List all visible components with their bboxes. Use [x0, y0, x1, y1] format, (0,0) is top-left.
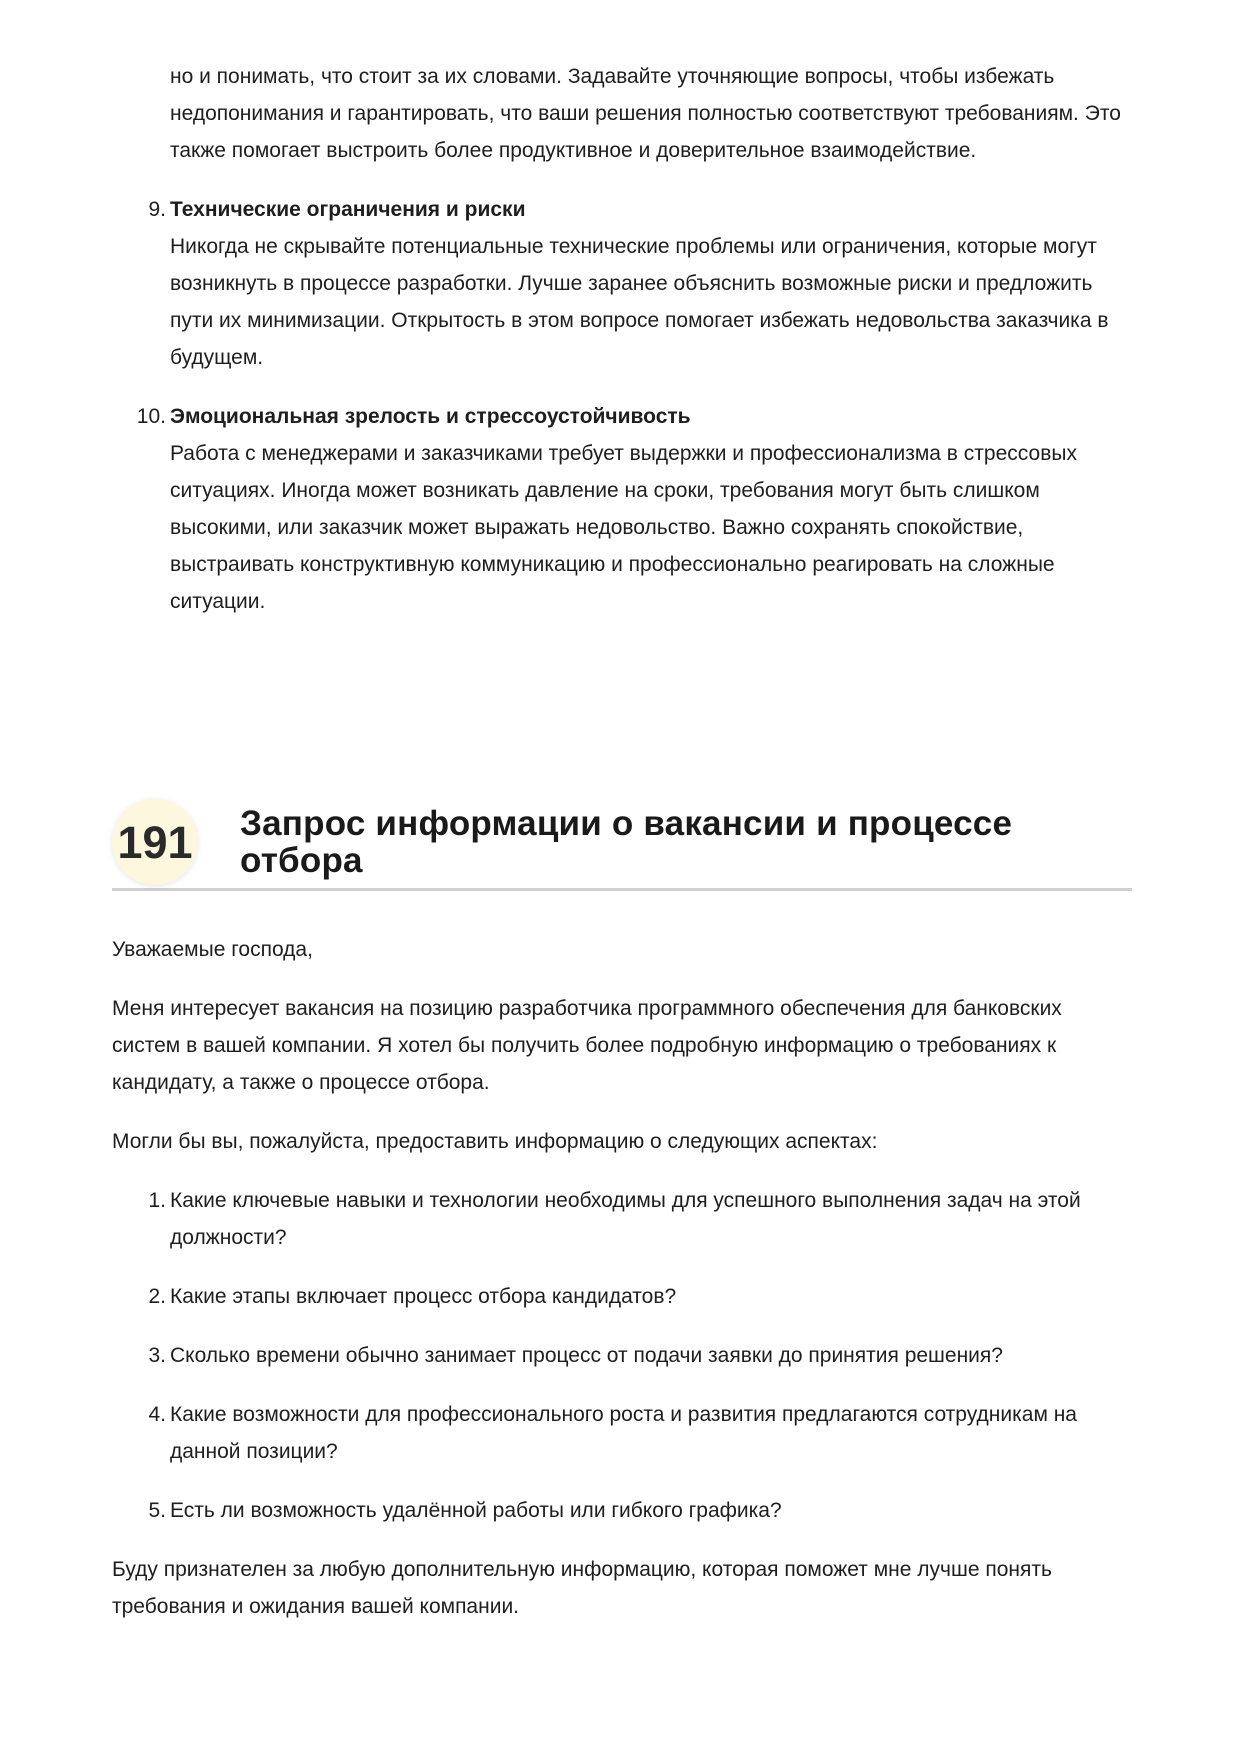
- list-item-number: 2.: [148, 1285, 166, 1308]
- list-item: [112, 1278, 1132, 1315]
- list-item-number: 10.: [136, 405, 166, 428]
- list-item: [112, 1337, 1132, 1374]
- list-item-number: 5.: [148, 1499, 166, 1522]
- list-item: [112, 1182, 1132, 1256]
- list-item-title: Технические ограничения и риски: [170, 198, 526, 221]
- list-item-number: 1.: [148, 1189, 166, 1212]
- list-item-text: Есть ли возможность удалённой работы или гибкого графика?: [170, 1499, 782, 1522]
- letter-intro: Меня интересует вакансия на позицию разработчика программного обеспечения для банковских систем в вашей компании. Я хотел бы получить более подробную информацию о требованиях к кандидату, а также о процессе отбора.: [112, 997, 1062, 1094]
- letter-greeting: Уважаемые господа,: [112, 938, 313, 961]
- section-header: [112, 796, 1132, 891]
- list-item: [112, 1396, 1132, 1470]
- section-number-badge: 191: [112, 799, 198, 885]
- questions-list: [112, 1182, 1132, 1529]
- list-item: [112, 1492, 1132, 1529]
- document-page: [112, 58, 1132, 1625]
- letter-request: Могли бы вы, пожалуйста, предоставить информацию о следующих аспектах:: [112, 1130, 878, 1153]
- list-item-text: Какие этапы включает процесс отбора кандидатов?: [170, 1285, 677, 1308]
- list-item-text: Сколько времени обычно занимает процесс от подачи заявки до принятия решения?: [170, 1344, 1003, 1367]
- letter-closing: Буду признателен за любую дополнительную информацию, которая поможет мне лучше понять требования и ожидания вашей компании.: [112, 1558, 1052, 1618]
- list-item-text: Какие возможности для профессионального роста и развития предлагаются сотрудникам на данной позиции?: [170, 1403, 1077, 1463]
- tips-list: [112, 191, 1132, 620]
- list-item-number: 3.: [148, 1344, 166, 1367]
- list-item-text: Какие ключевые навыки и технологии необходимы для успешного выполнения задач на этой должности?: [170, 1189, 1081, 1249]
- list-item-text: Работа с менеджерами и заказчиками требует выдержки и профессионализма в стрессовых ситуациях. Иногда может возникать давление на сроки, требования могут быть слишком высокими, или заказчик может выражать недовольство. Важно сохранять спокойствие, выстраивать конструктивную коммуникацию и профессионально реагировать на сложные ситуации.: [170, 442, 1077, 613]
- section-title: Запрос информации о вакансии и процессе отбора: [240, 804, 1013, 880]
- continuation-paragraph: но и понимать, что стоит за их словами. Задавайте уточняющие вопросы, чтобы избежать недопонимания и гарантировать, что ваши решения полностью соответствуют требованиям. Это также помогает выстроить более продуктивное и доверительное взаимодействие.: [170, 65, 1121, 162]
- list-item: [112, 398, 1132, 620]
- list-item-number: 4.: [148, 1403, 166, 1426]
- list-item: [112, 191, 1132, 376]
- list-item-title: Эмоциональная зрелость и стрессоустойчивость: [170, 405, 691, 428]
- list-item-number: 9.: [148, 198, 166, 221]
- list-item-text: Никогда не скрывайте потенциальные технические проблемы или ограничения, которые могут возникнуть в процессе разработки. Лучше заранее объяснить возможные риски и предложить пути их минимизации. Открытость в этом вопросе помогает избежать недовольства заказчика в будущем.: [170, 235, 1109, 369]
